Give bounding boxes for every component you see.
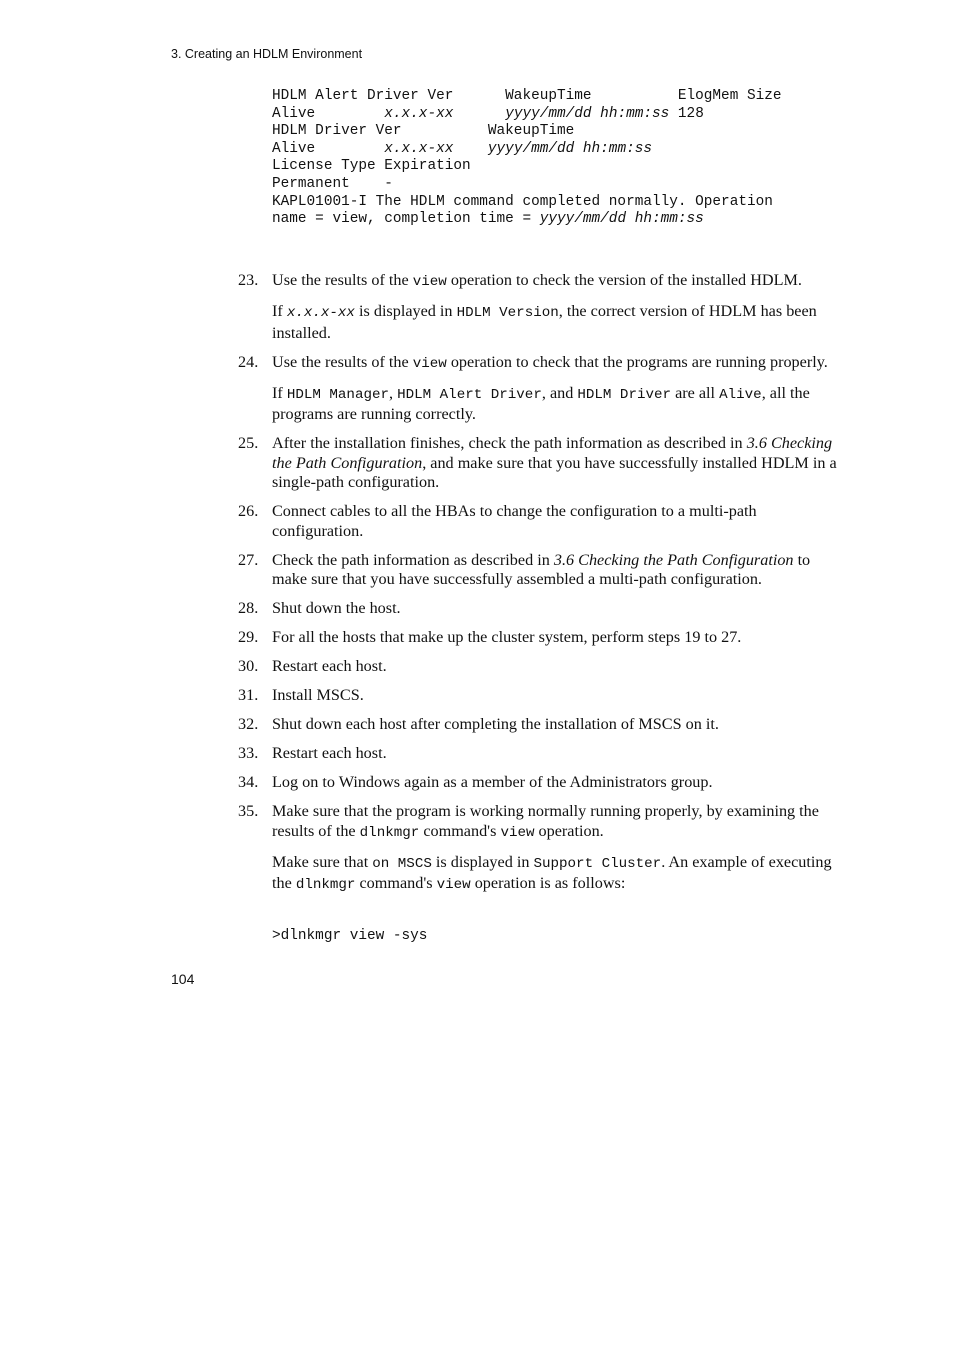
page-number: 104 xyxy=(171,971,195,987)
text: , all the programs are running correctly. xyxy=(272,383,810,423)
code-term: on MSCS xyxy=(372,855,432,872)
code-term: view xyxy=(436,877,471,893)
step-30 xyxy=(0,657,842,677)
code-block-view-output xyxy=(272,88,782,229)
step-number: 32. xyxy=(238,715,259,733)
step-text: Install MSCS. xyxy=(272,686,364,704)
text: If xyxy=(272,302,287,320)
step-text xyxy=(272,271,842,293)
step-text: For all the hosts that make up the cluster system, perform steps 19 to 27. xyxy=(272,628,742,646)
text: Make sure that the program is working normally running properly, by examining the results of the xyxy=(272,802,819,840)
step-number: 27. xyxy=(238,550,259,569)
text: Check the path information as described in xyxy=(272,550,554,569)
text: . An example of executing the xyxy=(272,852,832,892)
step-24 xyxy=(0,353,842,425)
text: , the correct version of HDLM has been installed. xyxy=(272,302,817,342)
step-text xyxy=(272,434,842,493)
step-text: Connect cables to all the HBAs to change the configuration to a multi-path configuration. xyxy=(272,502,757,540)
step-33 xyxy=(0,744,842,764)
text: is displayed in xyxy=(354,302,457,320)
step-number: 35. xyxy=(238,802,259,820)
code-line: KAPL01001-I The HDLM command completed normally. Operation xyxy=(272,193,773,210)
step-27 xyxy=(0,551,842,590)
text: is displayed in xyxy=(431,852,534,871)
step-29 xyxy=(0,628,842,648)
code-var: yyyy/mm/dd hh:mm:ss xyxy=(487,140,652,157)
code-term: HDLM Manager xyxy=(286,386,389,403)
step-text: Shut down each host after completing the installation of MSCS on it. xyxy=(272,715,719,733)
code-var: x.x.x-xx xyxy=(384,105,454,122)
text: Use the results of the xyxy=(272,271,413,289)
code-term: HDLM Version xyxy=(456,305,559,321)
step-26 xyxy=(0,502,842,541)
step-28 xyxy=(0,599,842,619)
text: operation. xyxy=(534,821,604,840)
step-text xyxy=(272,802,842,843)
code-term: Support Cluster xyxy=(533,855,662,872)
code-line: Permanent - xyxy=(272,175,393,192)
code-term: view xyxy=(500,824,535,841)
text: operation to check the version of the installed HDLM. xyxy=(446,271,802,289)
code-text: name = view, completion time = xyxy=(272,211,540,228)
step-text xyxy=(272,551,842,590)
code-var: yyyy/mm/dd hh:mm:ss xyxy=(539,211,704,228)
text: After the installation finishes, check the path information as described in xyxy=(272,434,747,452)
code-text: Alive xyxy=(272,105,385,122)
text: to make sure that you have successfully assembled a multi-path configuration. xyxy=(272,550,811,588)
code-term: view xyxy=(412,355,447,372)
text: , xyxy=(389,383,398,402)
code-var: yyyy/mm/dd hh:mm:ss xyxy=(505,105,670,122)
step-note xyxy=(272,302,842,343)
procedure-steps xyxy=(0,271,954,905)
step-text xyxy=(272,353,842,375)
step-note xyxy=(272,853,842,896)
step-note xyxy=(272,384,842,425)
step-25 xyxy=(0,434,842,493)
text: are all xyxy=(671,383,720,402)
code-var: x.x.x-xx xyxy=(286,305,355,321)
code-term: HDLM Alert Driver xyxy=(397,386,542,403)
code-term: HDLM Driver xyxy=(577,386,672,403)
code-term: view xyxy=(412,274,447,290)
step-number: 23. xyxy=(238,271,259,289)
step-text: Restart each host. xyxy=(272,744,387,762)
code-term: dlnkmgr xyxy=(295,877,356,893)
step-number: 25. xyxy=(238,434,259,452)
text: operation is as follows: xyxy=(470,874,626,892)
text: command's xyxy=(419,821,501,840)
step-number: 29. xyxy=(238,628,259,646)
step-34 xyxy=(0,773,842,793)
code-var: x.x.x-xx xyxy=(384,140,454,157)
cross-reference-link[interactable]: 3.6 Checking the Path Configuration xyxy=(553,550,794,569)
code-block-command xyxy=(272,928,427,946)
text: Make sure that xyxy=(272,852,373,871)
step-35 xyxy=(0,802,842,896)
cross-reference-link[interactable]: 3.6 Checking the Path Configuration xyxy=(272,434,833,472)
step-number: 26. xyxy=(238,502,259,520)
code-text xyxy=(453,141,488,157)
code-text xyxy=(453,106,505,122)
step-32 xyxy=(0,715,842,735)
step-text: Log on to Windows again as a member of the Administrators group. xyxy=(272,773,713,791)
text: command's xyxy=(355,874,437,892)
code-line: >dlnkmgr view -sys xyxy=(272,928,428,944)
step-number: 30. xyxy=(238,657,259,675)
step-number: 28. xyxy=(238,599,259,617)
text: operation to check that the programs are running properly. xyxy=(446,352,828,371)
code-line: License Type Expiration xyxy=(272,158,471,175)
running-header: 3. Creating an HDLM Environment xyxy=(171,47,363,61)
step-number: 33. xyxy=(238,744,259,762)
text: Use the results of the xyxy=(272,352,413,371)
text: , and make sure that you have successfully installed HDLM in a single-path configuration. xyxy=(272,453,837,491)
step-number: 34. xyxy=(238,773,259,791)
step-31 xyxy=(0,686,842,706)
step-23 xyxy=(0,271,842,343)
code-text: Alive xyxy=(272,140,385,157)
code-text: 128 xyxy=(669,105,704,122)
code-line: HDLM Driver Ver WakeupTime xyxy=(272,123,575,140)
step-text: Restart each host. xyxy=(272,657,387,675)
code-term: dlnkmgr xyxy=(359,824,420,841)
code-line: HDLM Alert Driver Ver WakeupTime ElogMem Size xyxy=(272,88,782,104)
text: , and xyxy=(541,383,578,402)
step-number: 24. xyxy=(238,352,259,371)
step-text: Shut down the host. xyxy=(272,599,401,617)
step-number: 31. xyxy=(238,686,259,704)
code-term: Alive xyxy=(719,386,762,403)
text: If xyxy=(272,383,287,402)
